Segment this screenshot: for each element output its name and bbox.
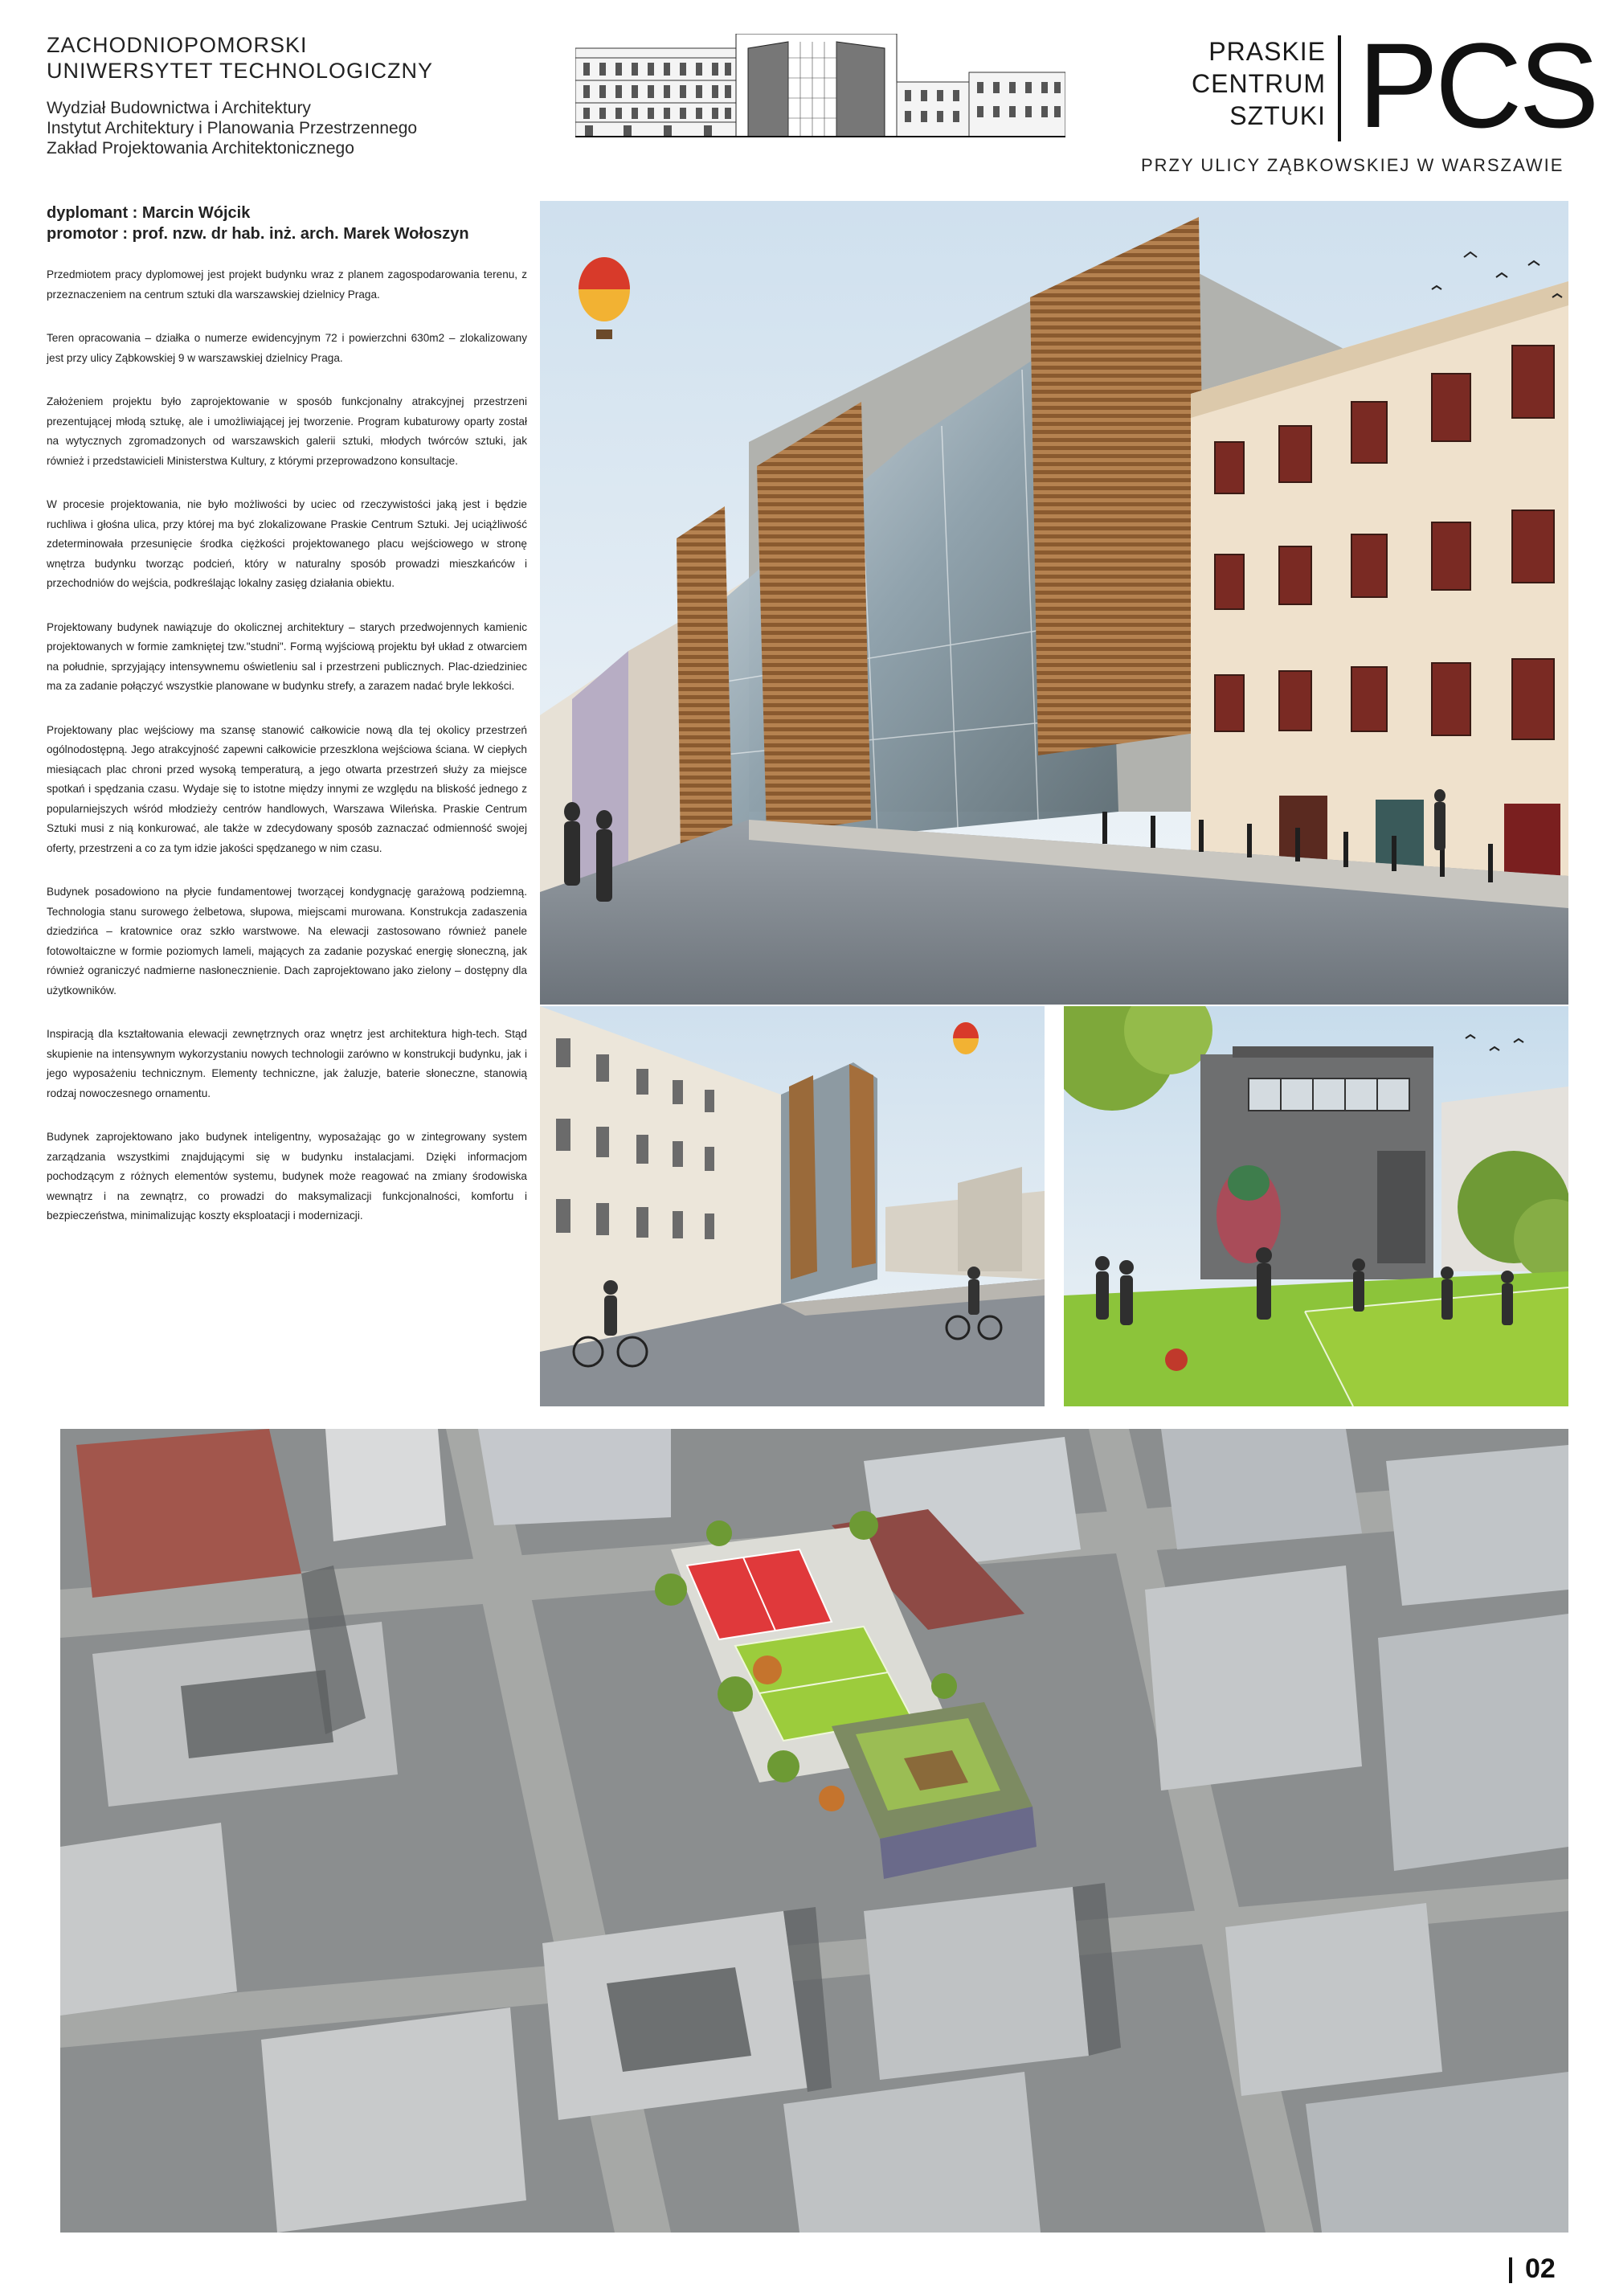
project-title-line: SZTUKI xyxy=(1229,101,1326,130)
description-paragraph: Teren opracowania – działka o numerze ewidencyjnym 72 i powierzchni 630m2 – zlokalizowany jest przy ulicy Ząbkowskiej 9 w warszawskiej dzielnicy Praga. xyxy=(47,332,527,364)
description-paragraph: Budynek zaprojektowano jako budynek inteligentny, wyposażając go w zintegrowany system zarządzania wszystkimi znajdującymi się w budynku instalacjami. Dzięki informacjom pochodzącym z różnych elementów systemu, budynek może reagować na zmiany środowiska wewnątrz i na zewnątrz, co prowadzi do maksymalizacji funkcjonalności, komfortu i bezpieczeństwa, minimalizując koszty eksploatacji i modernizacji. xyxy=(47,1131,527,1222)
project-title-line: CENTRUM xyxy=(1192,69,1326,98)
description-paragraph: Przedmiotem pracy dyplomowej jest projekt budynku wraz z planem zagospodarowania terenu, z przeznaczeniem na centrum sztuki dla warszawskiej dzielnicy Praga. xyxy=(47,268,527,301)
department-block xyxy=(47,98,529,158)
page-number-divider xyxy=(1509,2257,1512,2283)
project-title xyxy=(1109,35,1326,132)
department-line: Instytut Architektury i Planowania Przestrzennego xyxy=(47,119,418,137)
description-paragraph: Projektowany budynek nawiązuje do okolicznej architektury – starych przedwojennych kamienic projektowanych w formie zamkniętej tzw."studni". Formą wyjściową projektu był układ z otwarciem na południe, sprzyjający intensywnemu oświetleniu sal i przestrzeni publicznych. Plac-dziedziniec ma za zadanie połączyć wszystkie planowane w budynku strefy, a zarazem nadać bryle lekkości. xyxy=(47,620,527,692)
description-text xyxy=(47,265,527,1414)
supervisor-line: promotor : prof. nzw. dr hab. inż. arch. Marek Wołoszyn xyxy=(47,225,469,243)
courtyard-render-svg xyxy=(1064,1006,1568,1406)
aerial-site-render-svg xyxy=(60,1429,1568,2233)
description-paragraph: W procesie projektowania, nie było możliwości by uciec od rzeczywistości jaką jest i będzie ruchliwa i głośna ulica, przy której ma być zlokalizowane Praskie Centrum Sztuki. Jej uciążliwość zdeterminowała przesunięcie środka ciężkości projektowanego placu wejściowego w stronę wnętrza budynku tworząc podcień, który w naturalny sposób prowadzi mieszkańców i przechodniów do wejścia, podkreślając lokalny zasięg działania obiektu. xyxy=(47,498,527,589)
street-perspective-render xyxy=(540,1006,1045,1406)
graduate-line: dyplomant : Marcin Wójcik xyxy=(47,204,251,222)
project-location: PRZY ULICY ZĄBKOWSKIEJ W WARSZAWIE xyxy=(1141,155,1564,175)
department-line: Zakład Projektowania Architektonicznego xyxy=(47,139,354,158)
page-number: 02 xyxy=(1525,2253,1556,2284)
street-perspective-render-svg xyxy=(540,1006,1045,1406)
description-paragraph: Założeniem projektu było zaprojektowanie w sposób funkcjonalny atrakcyjnej przestrzeni prezentującej młodą sztukę, ale i umożliwiającej jej tworzenie. Program kubaturowy oparty został na wytycznych zgromadzonych od warszawskich galerii sztuki, młodych twórców sztuki, jak również i przedstawicieli Ministerstwa Kultury, z którymi przeprowadzono konsultacje. xyxy=(47,395,527,467)
description-paragraph: Budynek posadowiono na płycie fundamentowej tworzącej kondygnację garażową podziemną. Technologia stanu surowego żelbetowa, słupowa, miejscami murowana. Konstrukcja zadaszenia dziedzińca – kratownice oraz szkło warstwowe. Na elewacji zastosowano również panele fotowoltaiczne w formie poziomych lameli, mających za zadanie pozyskać energię słoneczną, jak również ograniczyć nadmierne nasłonecznienie. Dach zaprojektowano jako zielony – dostępny dla użytkowników. xyxy=(47,886,527,997)
building-front-render-svg xyxy=(540,201,1568,1005)
elevation-drawing xyxy=(575,34,1065,140)
department-line: Wydział Budownictwa i Architektury xyxy=(47,99,311,117)
project-title-line: PRASKIE xyxy=(1208,37,1326,66)
description-paragraph: Projektowany plac wejściowy ma szansę stanowić całkowicie nową dla tej okolicy przestrzeń ogólnodostępną. Jego atrakcyjność zapewni całkowicie przeszklona wejściowa ściana. W ciepłych miesiącach plac chroni przed wysoką temperaturą, a jego otwarta przestrzeń służy za miejsce spotkań i spędzania czasu. Wydaje się to istotne między innymi ze względu na bliskość jednego z popularniejszych wśród młodzieży centrów handlowych, Warszawa Wileńska. Praskie Centrum Sztuki musi z nią konkurować, ale także w zdecydowany sposób zaznaczać odmienność swojej oferty, przestrzeni a co za tym idzie jakości spędzanego w nim czasu. xyxy=(47,723,527,854)
project-logo: PCS xyxy=(1358,18,1597,153)
aerial-site-render xyxy=(60,1429,1568,2233)
university-name xyxy=(47,32,497,84)
title-divider xyxy=(1338,35,1341,141)
description-paragraph: Inspiracją dla kształtowania elewacji zewnętrznych oraz wnętrz jest architektura high-tech. Stąd skupienie na intensywnym wykorzystaniu nowych technologii zarówno w konstrukcji budynku, jak i jego wyposażeniu technicznym. Elementy techniczne, jak żaluzje, baterie słoneczne, stanowią rodzaj nowoczesnego ornamentu. xyxy=(47,1028,527,1099)
credits xyxy=(47,203,529,244)
courtyard-render xyxy=(1064,1006,1568,1406)
elevation-drawing-svg xyxy=(575,34,1065,140)
university-name-line1: ZACHODNIOPOMORSKI xyxy=(47,33,308,57)
university-name-line2: UNIWERSYTET TECHNOLOGICZNY xyxy=(47,59,434,83)
building-front-render xyxy=(540,201,1568,1005)
